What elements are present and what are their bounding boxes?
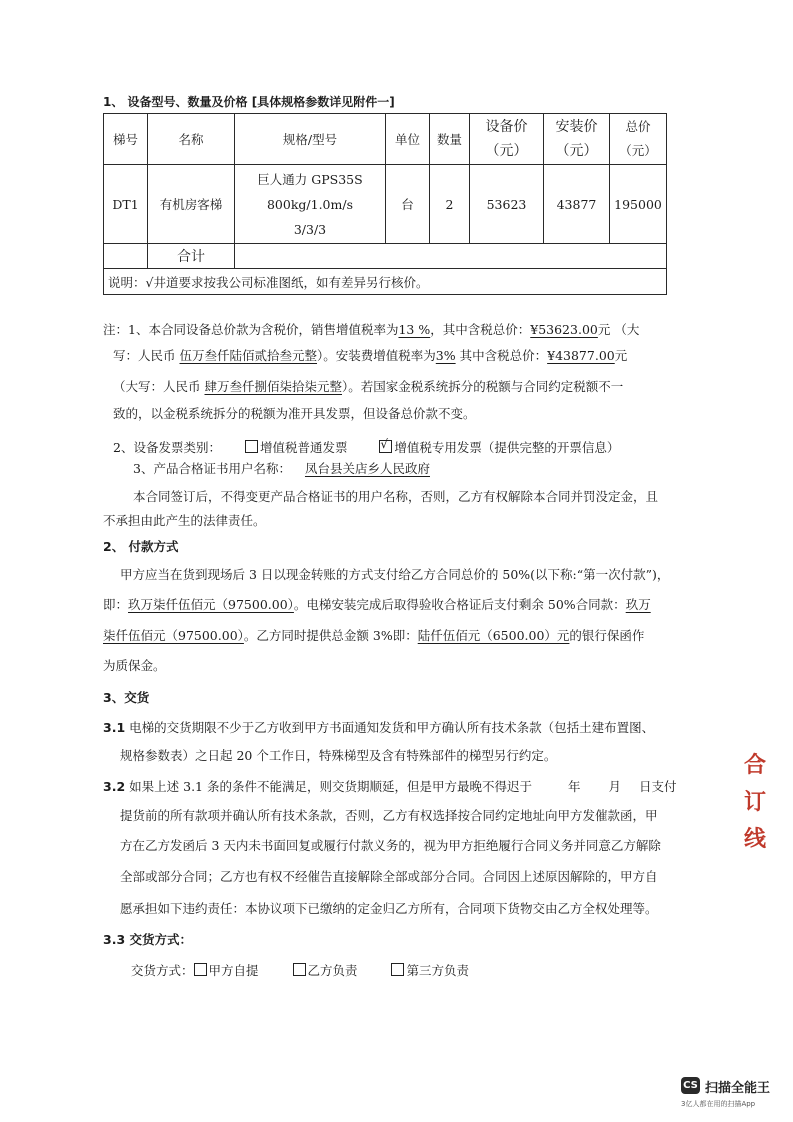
day-label: 日支付 [639,779,677,794]
delivery-3-2-line5: 愿承担如下违约责任：本协议项下已缴纳的定金归乙方所有，合同项下货物交由乙方全权处理等。 [120,901,658,916]
payment-line4: 为质保金。 [103,658,166,673]
cell-model-line3: 3/3/3 [293,221,327,237]
cert-user-label: 3、产品合格证书用户名称： [133,461,291,476]
header-model: 规格/型号 [235,114,386,165]
margin-mark: 合 [743,753,766,778]
watermark-brand: 扫描全能王 [705,1081,771,1096]
payment-line3 [103,626,644,644]
payment-text: 。乙方同时提供总金额 3%即： [243,628,418,643]
cert-paragraph-line1: 本合同签订后，不得变更产品合格证书的用户名称，否则，乙方有权解除本合同并罚没定金，且 [133,489,659,504]
payment-line2 [103,595,651,613]
clause-text: 电梯的交货期限不少于乙方收到甲方书面通知发货和甲方确认所有技术条款（包括土建布置图、 [129,720,655,735]
invoice-type-label: 2、设备发票类别： [113,440,221,455]
equipment-total-amount: ¥53623.00 [530,322,598,337]
sales-tax-rate: 13 % [398,322,431,337]
tax-note-text: 元 [614,348,628,363]
invoice-special-checkbox[interactable] [379,437,392,453]
tax-note-text: 元 （大 [597,322,640,337]
cell-model-line2: 800kg/1.0m/s [266,196,353,212]
delivery-heading: 3、交货 [103,690,150,705]
margin-mark: 订 [743,790,766,815]
month-label: 月 [608,779,621,794]
payment-heading: 2、 付款方式 [103,539,179,554]
scanner-logo-icon: CS [681,1077,700,1094]
year-label: 年 [567,779,581,794]
cert-paragraph-line2: 不承担由此产生的法律责任。 [103,513,266,528]
tax-note-line4: 致的，以金税系统拆分的税额为准开具发票，但设备总价款不变。 [113,406,476,421]
clause-number: 3.1 [103,720,126,735]
tax-note-text: 写：人民币 [113,348,176,363]
equipment-amount-upper: 伍万叁仟陆佰贰拾叁元整 [179,348,318,363]
tax-note-line3 [113,377,623,395]
table-note: 说明：√井道要求按我公司标准图纸，如有差异另行核价。 [104,269,667,295]
delivery-3-3-heading: 3.3 交货方式： [103,932,192,947]
header-total-price-line2: （元） [619,143,657,158]
delivery-3-2-line3: 方在乙方发函后 3 天内未书面回复或履行付款义务的，视为甲方拒绝履行合同义务并同意乙方解除 [120,838,661,853]
invoice-type-row [113,438,619,456]
header-equip-price-line2: （元） [485,143,528,159]
tax-note-line1 [103,320,639,338]
header-install-price-line1: 安装价 [555,119,598,135]
tax-note-text: ）。安装费增值税率为 [317,348,436,363]
header-ladder-no: 梯号 [104,114,148,165]
delivery-3-2-line1 [103,777,677,795]
cell-model-line1: 巨人通力 GPS35S [257,171,363,187]
check-icon: √ [380,437,389,451]
mode-buyer-pickup-label: 甲方自提 [208,963,259,978]
header-install-price [544,114,610,165]
mode-seller-checkbox[interactable] [293,963,306,976]
install-amount-upper: 肆万叁仟捌佰柒拾柒元整 [204,379,343,394]
delivery-3-2-line2: 提货前的所有款项并确认所有技术条款，否则，乙方有权选择按合同约定地址向甲方发催款函，甲 [120,808,658,823]
cell-ladder-no: DT1 [104,165,148,244]
delivery-mode-label: 交货方式： [131,963,194,978]
install-total-amount: ¥43877.00 [547,348,615,363]
equipment-table [103,113,667,295]
cert-user-row [133,459,444,477]
header-qty: 数量 [430,114,470,165]
header-equip-price-line1: 设备价 [485,119,528,135]
tax-note-text: （大写：人民币 [113,379,201,394]
invoice-normal-label: 增值税普通发票 [259,440,348,455]
header-unit: 单位 [386,114,430,165]
cell-equip-price: 53623 [470,165,544,244]
mode-seller-label: 乙方负责 [307,963,358,978]
tax-note-text: 注：1、本合同设备总价款为含税价，销售增值税率为 [103,322,399,337]
second-payment-amount-part2: 柒仟伍佰元（97500.00） [103,628,244,643]
clause-number: 3.2 [103,779,126,794]
cell-name: 有机房客梯 [148,165,235,244]
cell-total-price: 195000 [610,165,667,244]
cell-model [235,165,386,244]
second-payment-amount-part1: 玖万 [625,597,651,612]
clause-text: 如果上述 3.1 条的条件不能满足，则交货期顺延，但是甲方最晚不得迟于 [129,779,532,794]
invoice-normal-checkbox[interactable] [245,440,258,453]
mode-buyer-pickup-checkbox[interactable] [194,963,207,976]
mode-third-party-label: 第三方负责 [406,963,469,978]
tax-note-text: ，其中含税总价： [430,322,531,337]
header-equip-price [470,114,544,165]
header-install-price-line2: （元） [555,143,598,159]
table-row [104,165,667,244]
tax-note-text: 其中含税总价： [459,348,548,363]
payment-line1: 甲方应当在货到现场后 3 日以现金转账的方式支付给乙方合同总价的 50%(以下称:“第一次付款”)， [120,567,670,582]
install-tax-rate: 3% [435,348,456,363]
tax-note-text: ）。若国家金税系统拆分的税额与合同约定税额不一 [342,379,624,394]
cell-qty: 2 [430,165,470,244]
section1-heading: 1、 设备型号、数量及价格 [具体规格参数详见附件一] [103,95,395,109]
watermark-tagline: 3亿人都在用的扫描App [681,1100,756,1108]
table-total-row [104,244,667,269]
cert-user-value: 凤台县关店乡人民政府 [304,461,430,476]
payment-text: 。电梯安装完成后取得验收合格证后支付剩余 50%合同款： [293,597,626,612]
delivery-3-2-line4: 全部或部分合同；乙方也有权不经催告直接解除全部或部分合同。合同因上述原因解除的，甲方自 [120,869,658,884]
tax-note-line2 [113,346,627,364]
payment-text: 的银行保函作 [569,628,645,643]
cell-total-label: 合计 [148,244,235,269]
delivery-mode-row [131,961,469,979]
delivery-3-1-line2: 规格参数表）之日起 20 个工作日，特殊梯型及含有特殊部件的梯型另行约定。 [120,748,557,763]
header-name: 名称 [148,114,235,165]
cell-install-price: 43877 [544,165,610,244]
invoice-special-label: 增值税专用发票（提供完整的开票信息） [394,440,620,455]
first-payment-amount: 玖万柒仟伍佰元（97500.00） [128,597,294,612]
payment-text: 即： [103,597,129,612]
header-total-price [610,114,667,165]
header-total-price-line1: 总价 [625,119,651,134]
mode-third-party-checkbox[interactable] [391,963,404,976]
table-note-row [104,269,667,295]
table-header-row [104,114,667,165]
guarantee-amount: 陆仟伍佰元（6500.00）元 [417,628,570,643]
delivery-3-1-line1 [103,718,654,736]
margin-mark: 线 [743,827,766,852]
cell-unit: 台 [386,165,430,244]
